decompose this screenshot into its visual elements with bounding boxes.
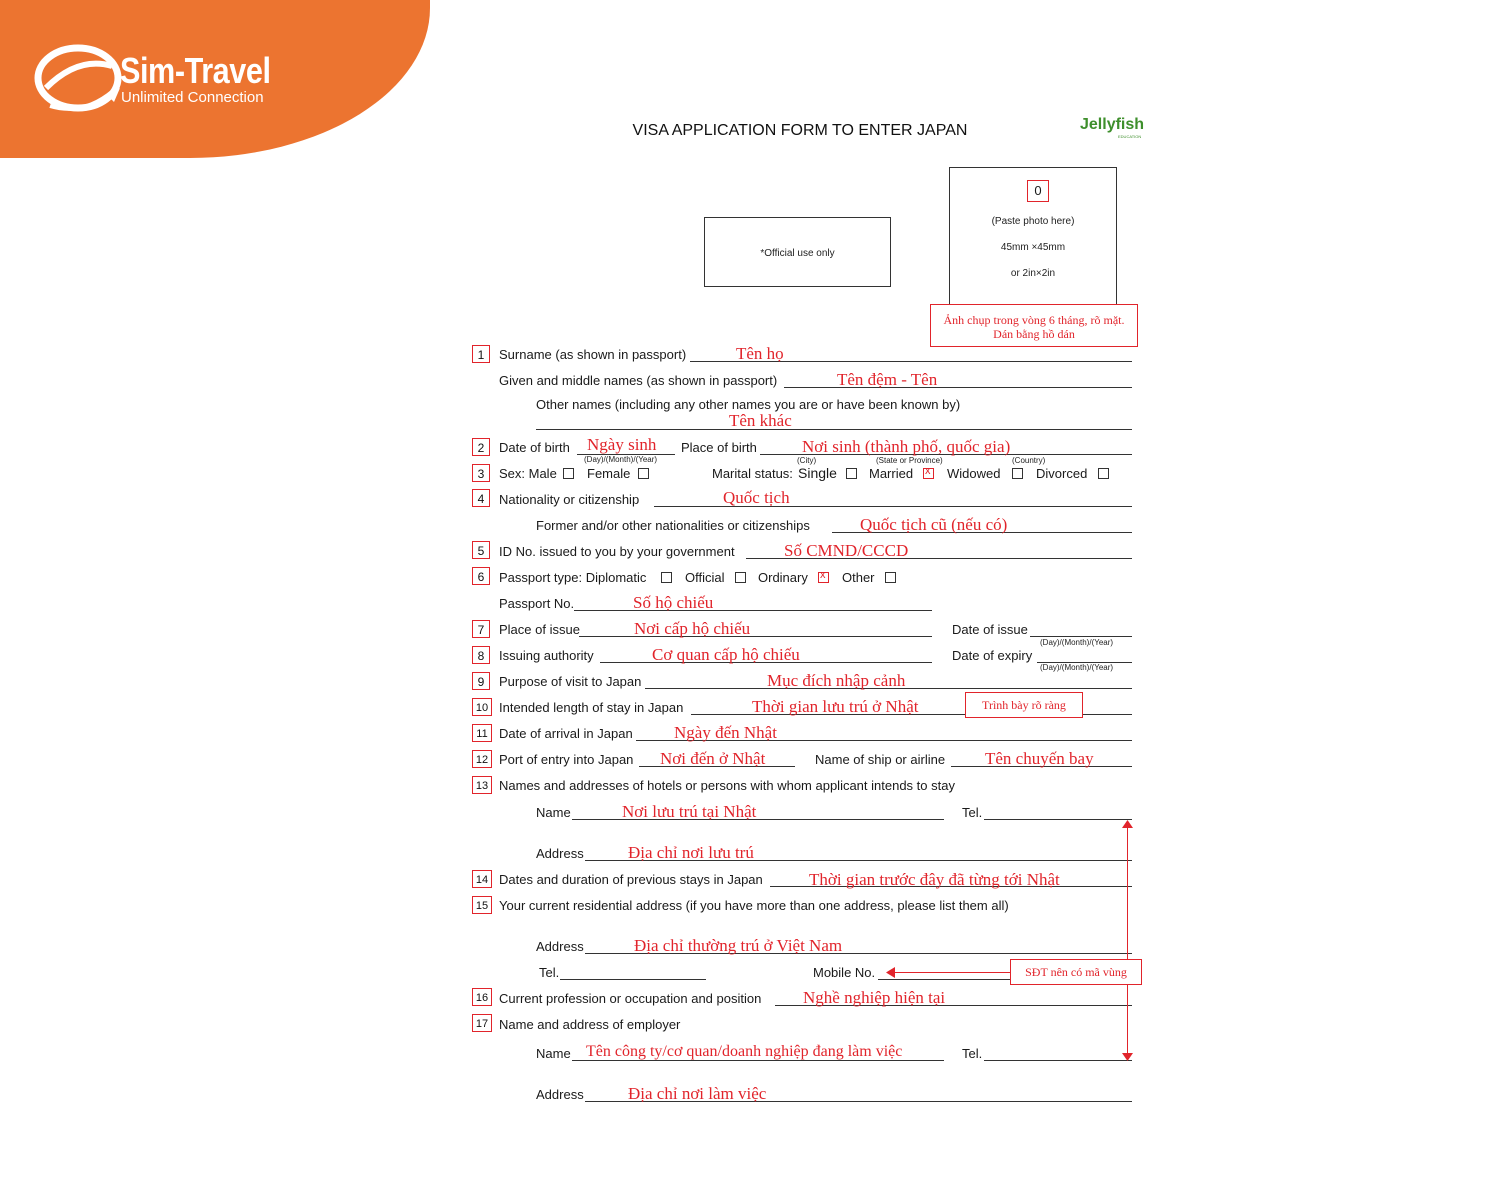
item-number-11: 11 xyxy=(472,724,492,742)
marital-divorced-checkbox[interactable] xyxy=(1098,468,1109,479)
marital-single-checkbox[interactable] xyxy=(846,468,857,479)
jellyfish-logo: Jellyfish xyxy=(1080,116,1145,133)
pob-city-hint: (City) xyxy=(797,456,817,465)
passport-other-checkbox[interactable] xyxy=(885,572,896,583)
place-of-issue-label: Place of issue xyxy=(499,622,580,637)
res-address-label: Address xyxy=(536,939,584,954)
id-number-answer[interactable]: Số CMND/CCCD xyxy=(784,541,909,560)
marital-widowed-checkbox[interactable] xyxy=(1012,468,1023,479)
item-number-14: 14 xyxy=(472,870,492,888)
given-names-answer[interactable]: Tên đệm - Tên xyxy=(837,370,938,389)
other-names-line xyxy=(536,429,1132,430)
marital-married-checkbox[interactable] xyxy=(923,468,934,479)
hotel-tel-line xyxy=(984,819,1132,820)
item-number-4: 4 xyxy=(472,489,490,507)
item-number-12: 12 xyxy=(472,750,492,768)
arrival-date-answer[interactable]: Ngày đến Nhật xyxy=(674,723,777,742)
surname-answer[interactable]: Tên họ xyxy=(736,344,784,363)
purpose-label: Purpose of visit to Japan xyxy=(499,674,642,689)
brand-tagline: Unlimited Connection xyxy=(121,89,264,106)
dob-label: Date of birth xyxy=(499,440,570,455)
marital-single-label: Single xyxy=(798,465,837,481)
id-number-label: ID No. issued to you by your government xyxy=(499,544,735,559)
pob-state-hint: (State or Province) xyxy=(876,456,943,465)
form-title: VISA APPLICATION FORM TO ENTER JAPAN xyxy=(632,122,968,139)
passport-number-label: Passport No. xyxy=(499,596,575,611)
employer-label: Name and address of employer xyxy=(499,1017,681,1032)
employer-name-answer[interactable]: Tên công ty/cơ quan/doanh nghiệp đang làm việc xyxy=(586,1043,903,1060)
phone-note: SĐT nên có mã vùng xyxy=(1010,959,1142,985)
profession-label: Current profession or occupation and position xyxy=(499,991,762,1006)
marital-status-label: Marital status: xyxy=(712,466,793,481)
marital-widowed-label: Widowed xyxy=(947,466,1001,481)
place-of-issue-line xyxy=(579,636,932,637)
other-names-label: Other names (including any other names you are or have been known by) xyxy=(536,397,961,412)
item-number-7: 7 xyxy=(472,620,490,638)
photo-box xyxy=(949,167,1117,305)
arrow-left-icon xyxy=(886,967,895,978)
passport-official-checkbox[interactable] xyxy=(735,572,746,583)
length-of-stay-note: Trình bày rõ ràng xyxy=(965,692,1083,718)
issuing-authority-answer[interactable]: Cơ quan cấp hộ chiếu xyxy=(652,645,800,664)
res-address-answer[interactable]: Địa chỉ thường trú ở Việt Nam xyxy=(634,936,843,955)
photo-note-line1: Ảnh chụp trong vòng 6 tháng, rõ mặt. xyxy=(943,313,1125,327)
item-number-16: 16 xyxy=(472,988,492,1006)
item-number-8: 8 xyxy=(472,646,490,664)
hotel-tel-label: Tel. xyxy=(962,805,983,820)
item-number-15: 15 xyxy=(472,896,492,914)
passport-other-label: Other xyxy=(842,570,875,585)
ship-airline-label: Name of ship or airline xyxy=(815,752,946,767)
date-of-issue-line xyxy=(1030,636,1132,637)
hotels-label: Names and addresses of hotels or persons with whom applicant intends to stay xyxy=(499,778,955,793)
previous-stays-answer[interactable]: Thời gian trước đây đã từng tới Nhật xyxy=(809,870,1060,889)
item-number-3: 3 xyxy=(472,464,490,482)
mobile-label: Mobile No. xyxy=(813,965,876,980)
place-of-issue-answer[interactable]: Nơi cấp hộ chiếu xyxy=(634,619,751,638)
passport-official-label: Official xyxy=(685,570,725,585)
marital-divorced-label: Divorced xyxy=(1036,466,1088,481)
ship-airline-answer[interactable]: Tên chuyến bay xyxy=(985,749,1094,768)
hotel-address-answer[interactable]: Địa chỉ nơi lưu trú xyxy=(628,843,754,862)
photo-counter: 0 xyxy=(1027,180,1049,202)
former-nationality-answer[interactable]: Quốc tịch cũ (nếu có) xyxy=(860,515,1008,534)
item-number-10: 10 xyxy=(472,698,492,716)
residential-address-label: Your current residential address (if you have more than one address, please list them all) xyxy=(499,898,1009,913)
issuing-authority-label: Issuing authority xyxy=(499,648,594,663)
hotel-address-label: Address xyxy=(536,846,584,861)
date-of-issue-hint: (Day)/(Month)/(Year) xyxy=(1040,638,1114,647)
purpose-answer[interactable]: Mục đích nhập cảnh xyxy=(767,671,906,690)
dob-answer[interactable]: Ngày sinh xyxy=(587,435,657,454)
passport-diplomatic-checkbox[interactable] xyxy=(661,572,672,583)
length-of-stay-label: Intended length of stay in Japan xyxy=(499,700,684,715)
arrival-date-label: Date of arrival in Japan xyxy=(499,726,633,741)
port-of-entry-label: Port of entry into Japan xyxy=(499,752,634,767)
arrow-down-icon xyxy=(1122,1053,1133,1061)
date-of-expiry-label: Date of expiry xyxy=(952,648,1033,663)
employer-name-label: Name xyxy=(536,1046,571,1061)
brand-name: Sim-Travel xyxy=(120,50,271,91)
sim-travel-logo-icon xyxy=(28,36,128,122)
item-number-1: 1 xyxy=(472,345,490,363)
passport-ordinary-checkbox[interactable] xyxy=(818,572,829,583)
pob-answer[interactable]: Nơi sinh (thành phố, quốc gia) xyxy=(802,437,1011,456)
item-number-9: 9 xyxy=(472,672,490,690)
hotel-name-label: Name xyxy=(536,805,571,820)
pob-country-hint: (Country) xyxy=(1012,456,1046,465)
previous-stays-label: Dates and duration of previous stays in Japan xyxy=(499,872,763,887)
sex-label: Sex: Male xyxy=(499,466,557,481)
photo-note xyxy=(930,304,1138,347)
photo-note-line2: Dán bằng hồ dán xyxy=(993,327,1075,341)
res-tel-label: Tel. xyxy=(539,965,560,980)
nationality-label: Nationality or citizenship xyxy=(499,492,640,507)
item-number-2: 2 xyxy=(472,438,490,456)
passport-ordinary-label: Ordinary xyxy=(758,570,808,585)
dob-format-hint: (Day)/(Month)/(Year) xyxy=(584,455,658,464)
item-number-6: 6 xyxy=(472,567,490,585)
sex-female-label: Female xyxy=(587,466,631,481)
employer-address-answer[interactable]: Địa chỉ nơi làm việc xyxy=(628,1084,767,1103)
surname-label: Surname (as shown in passport) xyxy=(499,347,687,362)
employer-tel-label: Tel. xyxy=(962,1046,983,1061)
official-use-box xyxy=(704,217,891,287)
phone-arrow-up-line xyxy=(1127,824,1128,959)
given-names-label: Given and middle names (as shown in passport) xyxy=(499,373,778,388)
official-use-label: *Official use only xyxy=(760,248,835,259)
hotel-name-answer[interactable]: Nơi lưu trú tại Nhật xyxy=(622,802,757,821)
nationality-answer[interactable]: Quốc tịch xyxy=(723,488,790,507)
phone-arrow-left-line xyxy=(892,972,1010,973)
pob-label: Place of birth xyxy=(681,440,757,455)
port-of-entry-answer[interactable]: Nơi đến ở Nhật xyxy=(660,749,766,768)
item-number-13: 13 xyxy=(472,776,492,794)
arrow-up-icon xyxy=(1122,820,1133,828)
passport-number-line xyxy=(574,610,932,611)
sex-female-checkbox[interactable] xyxy=(638,468,649,479)
passport-type-label: Passport type: Diplomatic xyxy=(499,570,647,585)
profession-answer[interactable]: Nghề nghiệp hiện tại xyxy=(803,988,946,1007)
date-of-expiry-hint: (Day)/(Month)/(Year) xyxy=(1040,663,1114,672)
photo-size-alt-label: or 2in×2in xyxy=(1010,268,1056,279)
marital-married-label: Married xyxy=(869,466,914,481)
sex-male-checkbox[interactable] xyxy=(563,468,574,479)
item-number-17: 17 xyxy=(472,1014,492,1032)
other-names-answer[interactable]: Tên khác xyxy=(729,411,792,430)
length-of-stay-answer[interactable]: Thời gian lưu trú ở Nhật xyxy=(752,697,919,716)
item-number-5: 5 xyxy=(472,541,490,559)
employer-tel-line xyxy=(984,1060,1132,1061)
res-tel-line xyxy=(560,979,706,980)
date-of-issue-label: Date of issue xyxy=(952,622,1028,637)
passport-number-answer[interactable]: Số hộ chiếu xyxy=(633,593,714,612)
employer-address-label: Address xyxy=(536,1087,584,1102)
photo-size-label: 45mm ×45mm xyxy=(1000,242,1066,253)
photo-paste-label: (Paste photo here) xyxy=(991,216,1075,227)
former-nationality-label: Former and/or other nationalities or citizenships xyxy=(536,518,810,533)
phone-arrow-down-line xyxy=(1127,985,1128,1058)
jellyfish-logo-sub: EDUCATION xyxy=(1118,134,1142,139)
